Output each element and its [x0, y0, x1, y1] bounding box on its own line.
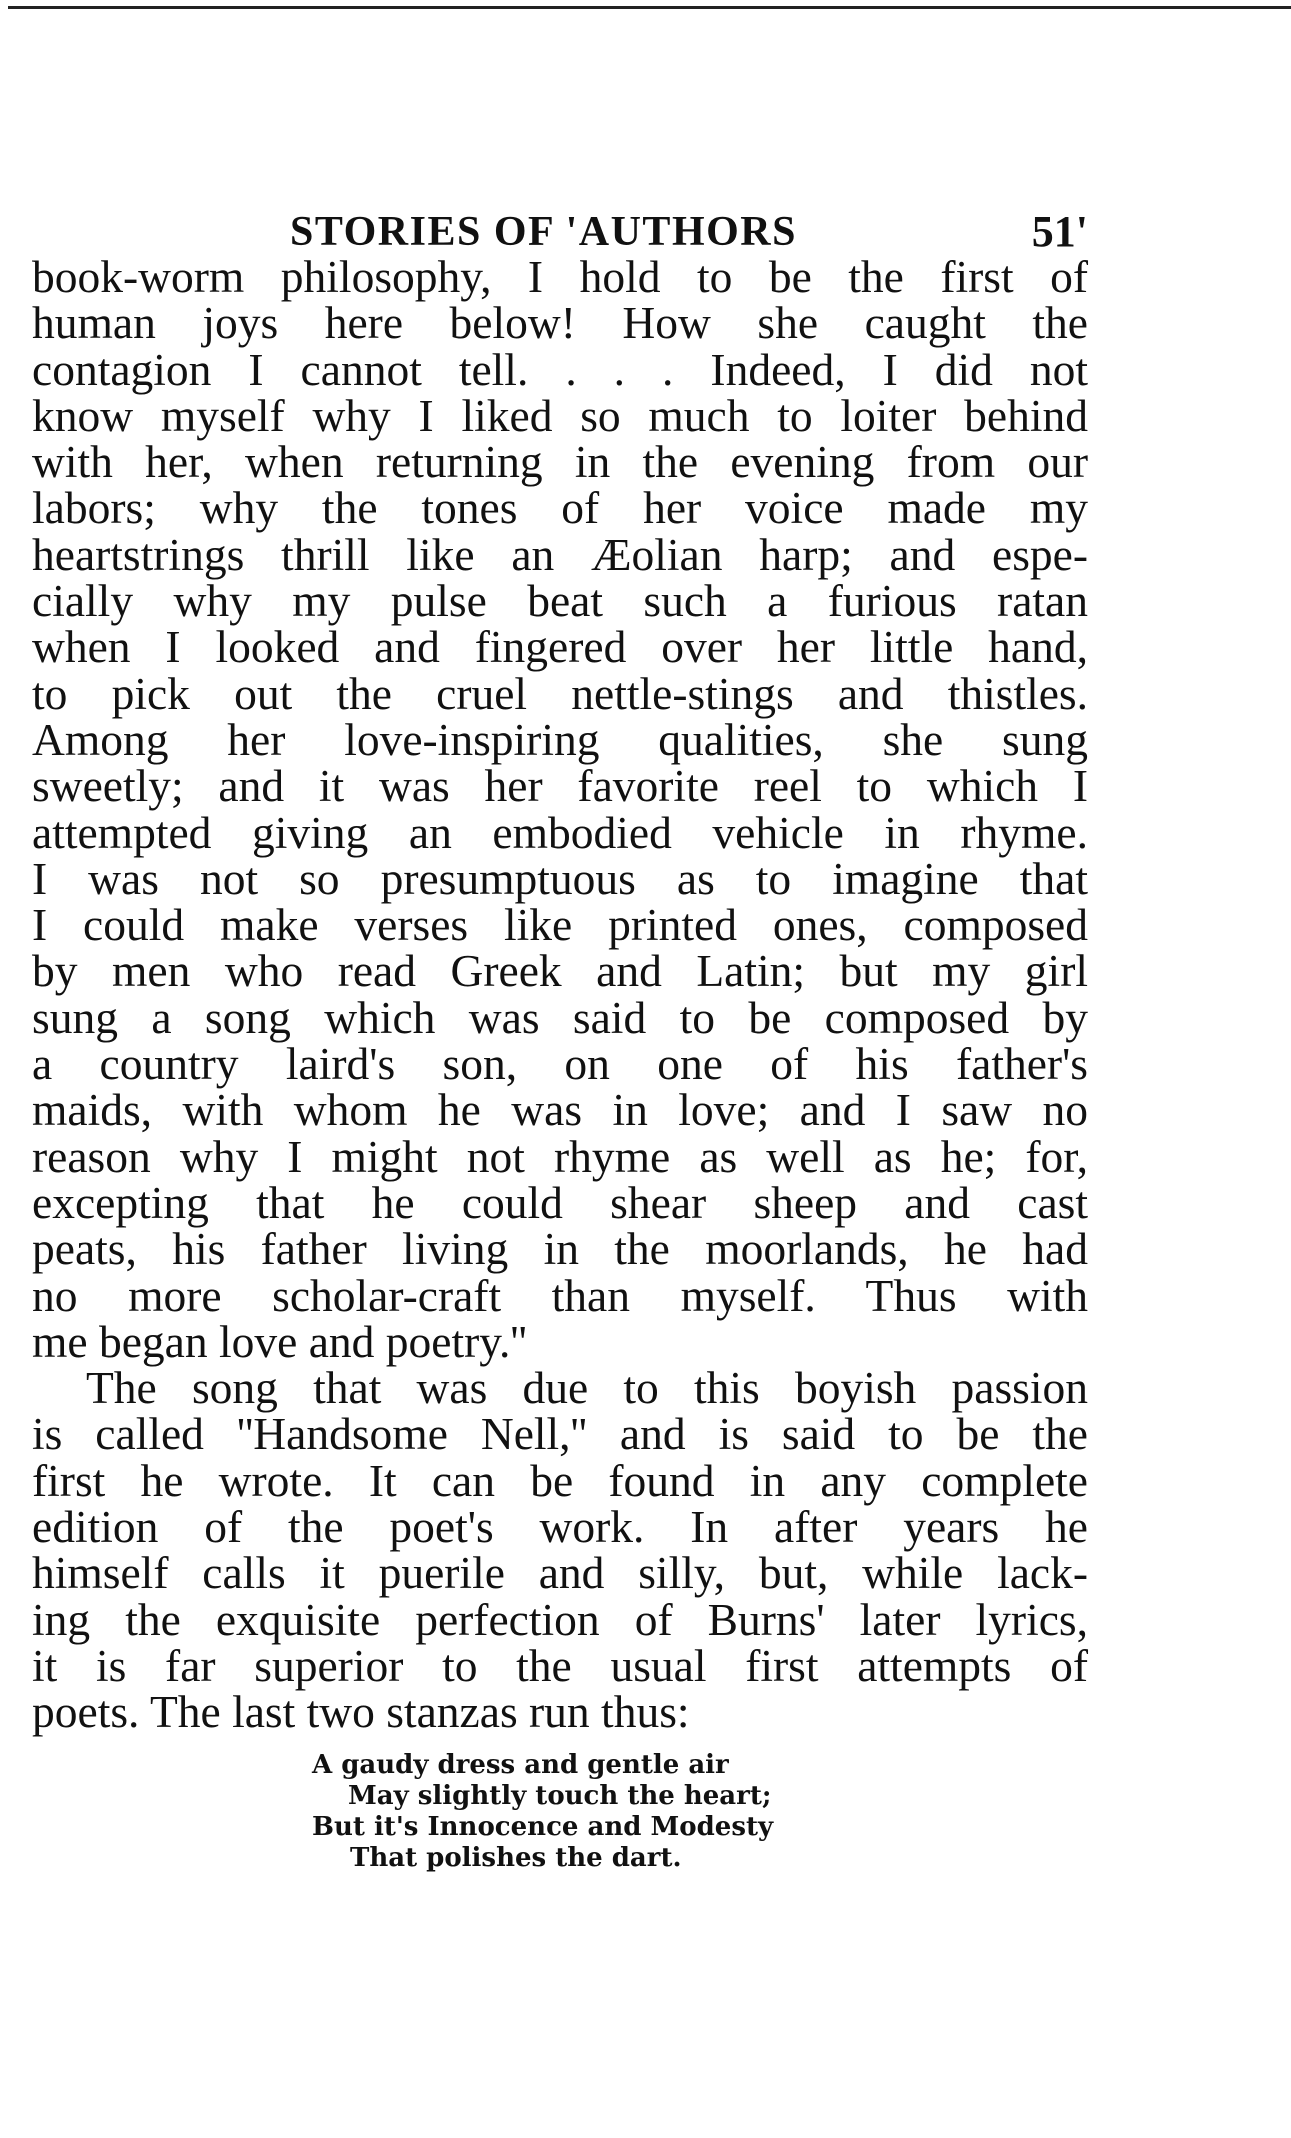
- verse-line: But it's Innocence and Modesty: [312, 1811, 774, 1842]
- text-line: ing the exquisite perfection of Burns' later lyrics,: [32, 1593, 1088, 1645]
- text-line: with her, when returning in the evening from our: [32, 436, 1088, 488]
- verse-line: A gaudy dress and gentle air: [312, 1749, 729, 1780]
- text-line: sung a song which was said to be composed by: [32, 991, 1088, 1043]
- text-line: himself calls it puerile and silly, but, while lack-: [32, 1547, 1088, 1599]
- running-head: [32, 190, 1088, 254]
- text-line: know myself why I liked so much to loiter behind: [32, 389, 1088, 441]
- text-line: no more scholar-craft than myself. Thus with: [32, 1269, 1088, 1321]
- text-line: attempted giving an embodied vehicle in rhyme.: [32, 806, 1088, 858]
- text-line: human joys here below! How she caught the: [32, 297, 1088, 349]
- text-line: maids, with whom he was in love; and I saw no: [32, 1084, 1088, 1136]
- running-title: STORIES OF 'AUTHORS: [290, 209, 797, 255]
- text-line: first he wrote. It can be found in any complete: [32, 1454, 1088, 1506]
- text-line: by men who read Greek and Latin; but my girl: [32, 945, 1088, 997]
- page-number: 51': [1031, 207, 1088, 256]
- text-line: labors; why the tones of her voice made my: [32, 482, 1088, 534]
- text-line: excepting that he could shear sheep and cast: [32, 1176, 1088, 1228]
- text-line: is called ''Handsome Nell,'' and is said to be the: [32, 1408, 1088, 1460]
- text-line: it is far superior to the usual first attempts of: [32, 1639, 1088, 1691]
- text-line: to pick out the cruel nettle-stings and thistles.: [32, 667, 1088, 719]
- text-line: sweetly; and it was her favorite reel to which I: [32, 760, 1088, 812]
- paragraph-1: [32, 251, 1088, 1367]
- text-line: cially why my pulse beat such a furious ratan: [32, 575, 1088, 627]
- text-line: contagion I cannot tell. . . . Indeed, I did not: [32, 343, 1088, 395]
- text-line: reason why I might not rhyme as well as he; for,: [32, 1130, 1088, 1182]
- book-page: [32, 190, 1088, 1874]
- text-line: edition of the poet's work. In after years he: [32, 1501, 1088, 1553]
- text-line: peats, his father living in the moorlands, he had: [32, 1223, 1088, 1275]
- poem-stanza: [32, 1750, 1088, 1874]
- text-line: heartstrings thrill like an Æolian harp; and espe-: [32, 528, 1088, 580]
- text-line: poets. The last two stanzas run thus:: [32, 1686, 690, 1738]
- verse-line: That polishes the dart.: [350, 1842, 682, 1873]
- text-line: I could make verses like printed ones, composed: [32, 899, 1088, 951]
- text-line: me began love and poetry.'': [32, 1315, 527, 1367]
- top-page-rule: [8, 6, 1291, 9]
- text-line: Among her love-inspiring qualities, she sung: [32, 713, 1088, 765]
- text-line: a country laird's son, on one of his father's: [32, 1038, 1088, 1090]
- text-line: I was not so presumptuous as to imagine that: [32, 852, 1088, 904]
- verse-line: May slightly touch the heart;: [348, 1780, 772, 1811]
- text-line: The song that was due to this boyish passion: [86, 1362, 1088, 1414]
- body-text: [32, 251, 1088, 1738]
- text-line: book-worm philosophy, I hold to be the first of: [32, 251, 1088, 302]
- paragraph-2: [32, 1362, 1088, 1738]
- text-line: when I looked and fingered over her little hand,: [32, 621, 1088, 673]
